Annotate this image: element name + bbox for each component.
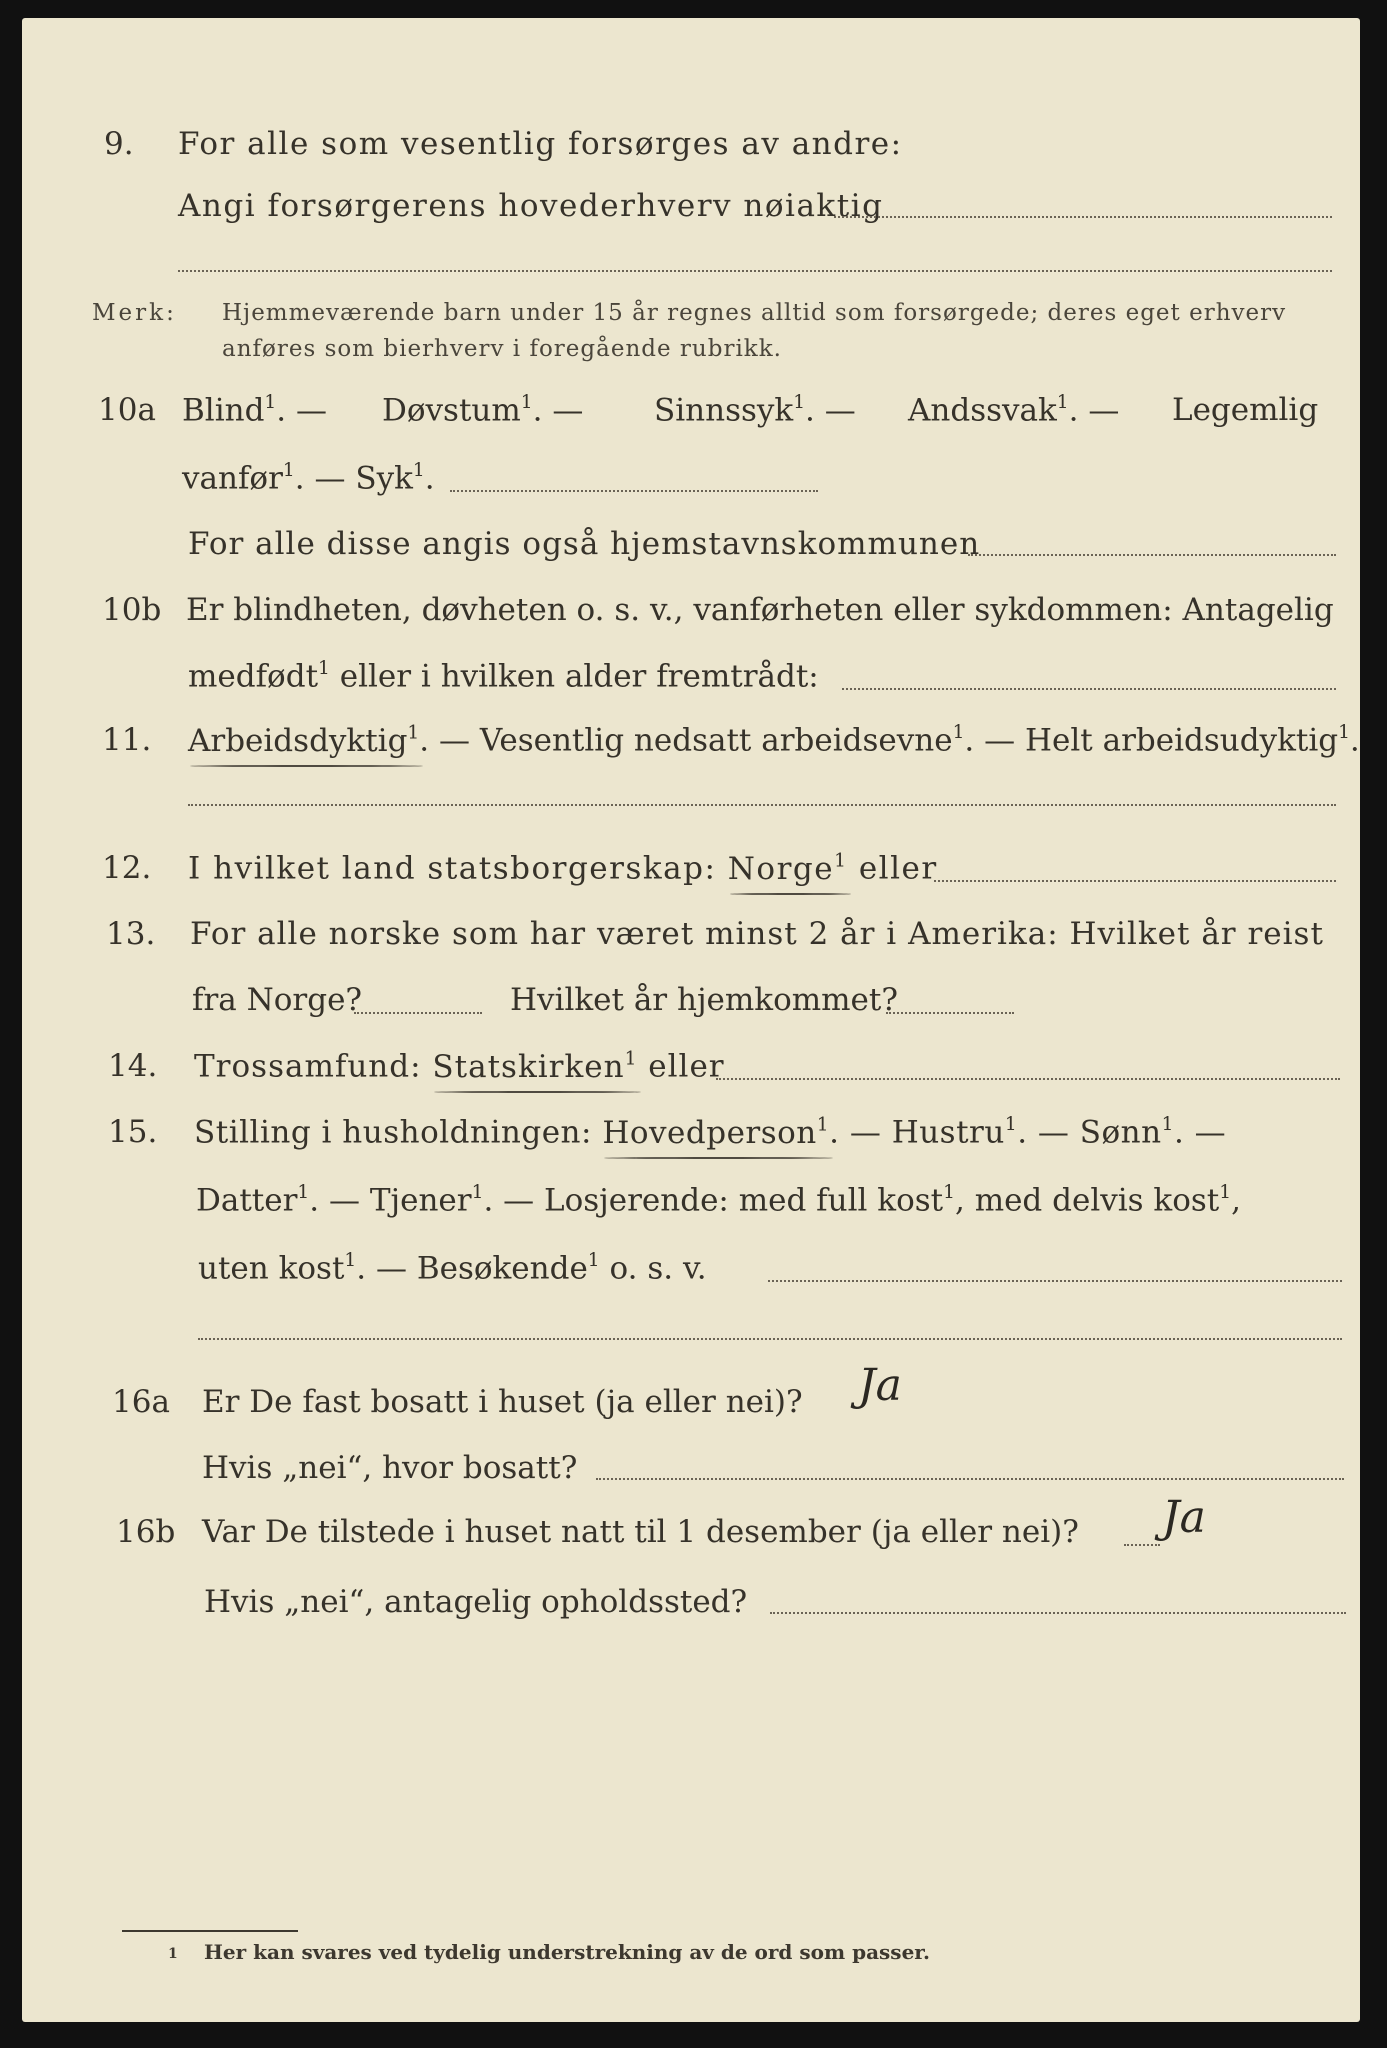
- note-text: anføres som bierhverv i foregående rubrikk.: [222, 336, 782, 362]
- question-number: 15.: [108, 1114, 158, 1150]
- option-dovstum: Døvstum$^1$. —: [382, 392, 584, 429]
- answer-dotted-line: [188, 804, 1336, 806]
- footnote-text: Her kan svares ved tydelig understrekning av de ord som passer.: [204, 1940, 930, 1964]
- underlined-answer-hovedperson: Hovedperson$^1$: [602, 1114, 830, 1151]
- footnote-mark: 1: [168, 1946, 178, 1962]
- option-andssvak: Andssvak$^1$. —: [908, 392, 1120, 429]
- question-text: For alle norske som har været minst 2 år i Amerika: Hvilket år reist: [190, 916, 1324, 952]
- answer-dotted-line: [354, 1012, 482, 1014]
- question-text: Er blindheten, døvheten o. s. v., vanførheten eller sykdommen: Antagelig: [186, 592, 1334, 628]
- note-label: Merk:: [92, 300, 177, 326]
- answer-dotted-line: [450, 490, 818, 492]
- question-text: Hvilket år hjemkommet?: [510, 982, 898, 1018]
- answer-dotted-line: [596, 1478, 1344, 1480]
- answer-dotted-line: [968, 554, 1336, 556]
- question-text: medfødt$^1$ eller i hvilken alder fremtrådt:: [188, 658, 819, 695]
- question-text: fra Norge?: [192, 982, 363, 1018]
- question-number: 14.: [108, 1048, 158, 1084]
- question-text: Arbeidsdyktig$^1$. — Vesentlig nedsatt arbeidsevne$^1$. — Helt arbeidsudyktig$^1$.: [188, 722, 1360, 759]
- question-number: 16b: [116, 1514, 176, 1550]
- question-text: For alle som vesentlig forsørges av andre:: [178, 126, 903, 162]
- question-number: 13.: [106, 916, 156, 952]
- option-blind: Blind$^1$. —: [182, 392, 327, 429]
- question-text: Datter$^1$. — Tjener$^1$. — Losjerende: med full kost$^1$, med delvis kost$^1$,: [196, 1182, 1241, 1219]
- answer-dotted-line: [716, 1078, 1340, 1080]
- handwritten-answer: Ja: [858, 1360, 902, 1411]
- question-text: Trossamfund: Statskirken$^1$ eller: [194, 1048, 725, 1085]
- underlined-answer-arbeidsdyktig: Arbeidsdyktig$^1$: [188, 722, 420, 759]
- census-form-page: [22, 18, 1360, 2022]
- handwritten-answer: Ja: [1162, 1492, 1206, 1543]
- answer-dotted-line: [178, 270, 1332, 272]
- underlined-answer-norge: Norge$^1$: [727, 850, 848, 887]
- question-number: 9.: [104, 126, 134, 162]
- question-text: Er De fast bosatt i huset (ja eller nei)?: [202, 1384, 803, 1420]
- question-number: 12.: [102, 850, 152, 886]
- question-text: For alle disse angis også hjemstavnskommunen: [188, 526, 981, 562]
- answer-dotted-line: [842, 688, 1336, 690]
- answer-dotted-line: [886, 1012, 1014, 1014]
- answer-dotted-line: [1124, 1544, 1160, 1546]
- underlined-answer-statskirken: Statskirken$^1$: [432, 1048, 638, 1085]
- answer-dotted-line: [770, 1612, 1346, 1614]
- footnote-rule: [122, 1930, 298, 1932]
- question-text: uten kost$^1$. — Besøkende$^1$ o. s. v.: [198, 1250, 707, 1287]
- answer-dotted-line: [768, 1280, 1342, 1282]
- question-number: 10a: [98, 392, 156, 428]
- option-legemlig: Legemlig: [1172, 392, 1319, 428]
- option-vanfor: vanfør$^1$. — Syk$^1$.: [182, 460, 435, 497]
- question-text: Stilling i husholdningen: Hovedperson$^1$. — Hustru$^1$. — Sønn$^1$. —: [194, 1114, 1227, 1151]
- question-text: I hvilket land statsborgerskap: Norge$^1$ eller: [188, 850, 938, 887]
- answer-dotted-line: [834, 216, 1332, 218]
- note-text: Hjemmeværende barn under 15 år regnes alltid som forsørgede; deres eget erhverv: [222, 300, 1287, 326]
- question-number: 10b: [102, 592, 162, 628]
- question-text: Var De tilstede i huset natt til 1 desember (ja eller nei)?: [202, 1514, 1079, 1550]
- question-number: 11.: [102, 722, 152, 758]
- option-sinnssyk: Sinnssyk$^1$. —: [654, 392, 856, 429]
- question-text: Angi forsørgerens hovederhverv nøiaktig: [178, 188, 884, 224]
- question-number: 16a: [112, 1384, 170, 1420]
- question-text: Hvis „nei“, antagelig opholdssted?: [204, 1584, 748, 1620]
- question-text: Hvis „nei“, hvor bosatt?: [202, 1450, 578, 1486]
- answer-dotted-line: [198, 1338, 1342, 1340]
- answer-dotted-line: [934, 880, 1336, 882]
